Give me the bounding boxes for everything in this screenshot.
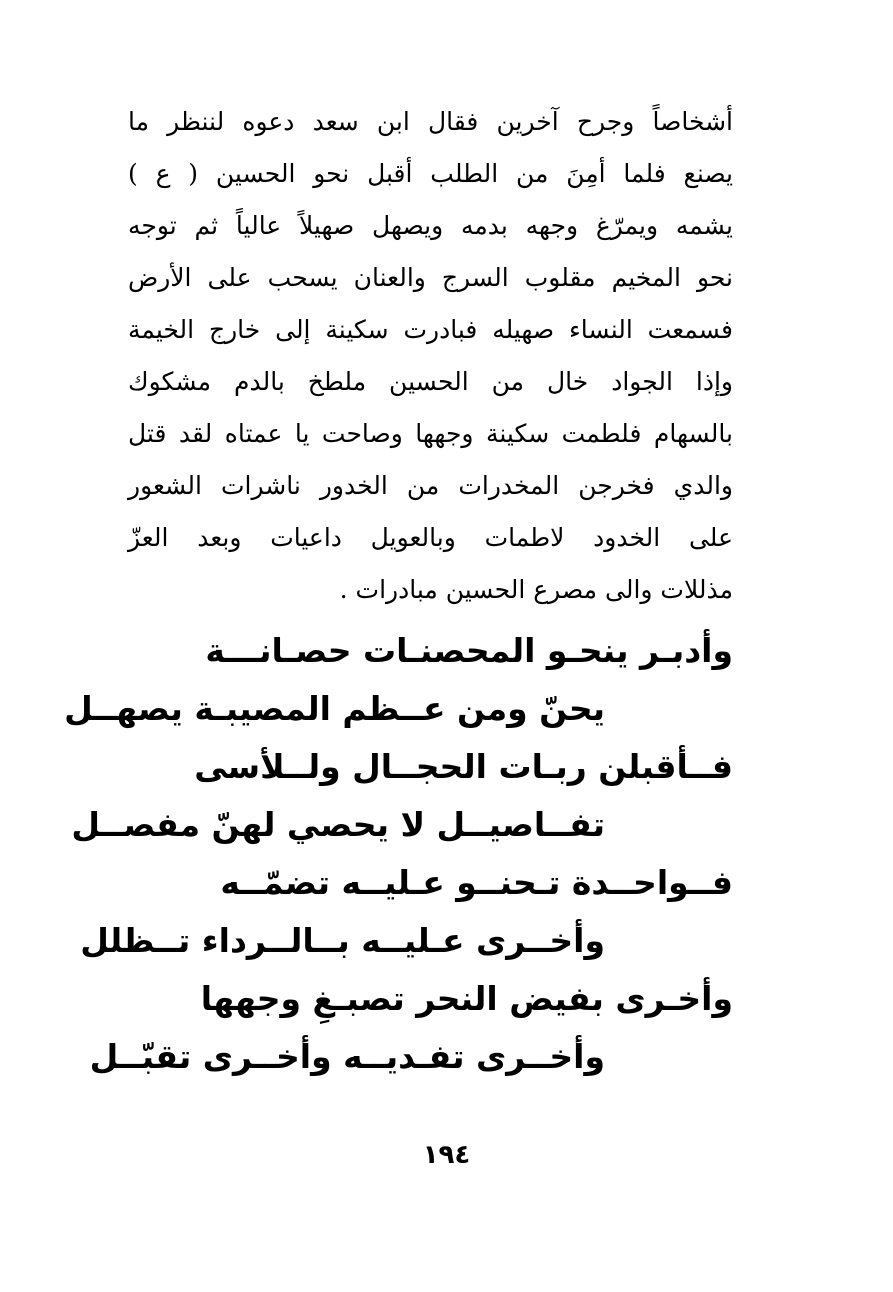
prose-line: نحو المخيم مقلوب السرج والعنان يسحب على الأرض <box>128 263 733 292</box>
poem-verse-second-hemistich: وأخــرى تفـديــه وأخــرى تقبّــل <box>89 1037 605 1076</box>
poem-verse-second-hemistich: تفــاصيــل لا يحصي لهنّ مفصــل <box>71 805 605 844</box>
prose-line: يصنع فلما أمِنَ من الطلب أقبل نحو الحسين ( ع ) <box>128 159 733 188</box>
poem-verse-first-hemistich: وأخـرى بفيض النحر تصبـغِ وجهها <box>200 979 733 1018</box>
prose-line: فسمعت النساء صهيله فبادرت سكينة إلى خارج الخيمة <box>128 315 733 344</box>
prose-line: والدي فخرجن المخدرات من الخدور ناشرات الشعور <box>128 471 733 500</box>
page-number: ١٩٤ <box>422 1140 471 1170</box>
poem-verse-second-hemistich: وأخــرى عـليــه بــالــرداء تــظلل <box>80 921 605 960</box>
prose-line: يشمه ويمرّغ وجهه بدمه ويصهل صهيلاً عالياً ثم توجه <box>128 211 733 240</box>
prose-line: وإذا الجواد خال من الحسين ملطخ بالدم مشكوك <box>128 367 733 396</box>
prose-line: مذللات والى مصرع الحسين مبادرات . <box>339 575 733 604</box>
poem <box>64 622 733 1086</box>
poem-verse-first-hemistich: وأدبـر ينحـو المحصنـات حصـانـــة <box>205 631 733 670</box>
prose-line: بالسهام فلطمت سكينة وجهها وصاحت يا عمتاه لقد قتل <box>128 419 733 448</box>
poem-verse-first-hemistich: فــأقبلن ربـات الحجــال ولــلأسى <box>194 747 733 786</box>
prose-line: على الخدود لاطمات وبالعويل داعيات وبعد العزّ <box>128 523 733 552</box>
poem-verse-first-hemistich: فــواحــدة تـحنــو عـليــه تضمّــه <box>220 863 733 902</box>
poem-verse-second-hemistich: يحنّ ومن عــظم المصيبـة يصهــل <box>64 689 605 728</box>
prose-line: أشخاصاً وجرح آخرين فقال ابن سعد دعوه لننظر ما <box>128 107 733 136</box>
prose-paragraph <box>128 96 733 616</box>
